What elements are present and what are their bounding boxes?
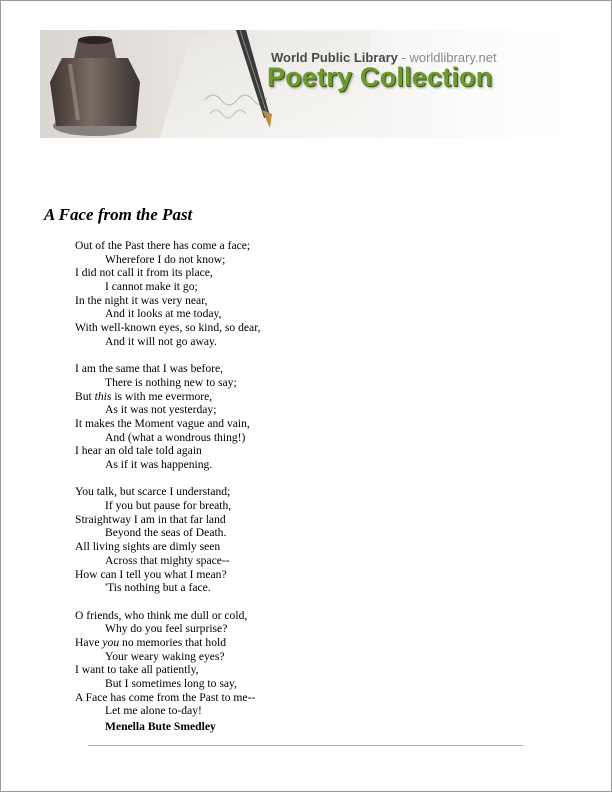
- poem-line-text: I did not call it from its place,: [75, 266, 213, 280]
- poem-line: [75, 239, 535, 253]
- poem-line-text: It makes the Moment vague and vain,: [75, 416, 250, 430]
- poem-line: [75, 403, 535, 417]
- poem-line: [75, 294, 535, 308]
- poem-line-text: Why do you feel surprise?: [105, 622, 228, 636]
- poem-line-text: A Face has come from the Past to me--: [75, 690, 256, 704]
- poem-line-text: How can I tell you what I mean?: [75, 567, 227, 581]
- poem-line-text: Across that mighty space--: [105, 553, 230, 567]
- poem-line: [75, 513, 535, 527]
- poem-line-text: I hear an old tale told again: [75, 444, 202, 458]
- poem-line-text: Your weary waking eyes?: [105, 649, 225, 663]
- poem-line: [75, 568, 535, 582]
- poem-body: [75, 239, 535, 718]
- poem-line: [75, 335, 535, 349]
- poem-line-text: And it looks at me today,: [105, 307, 222, 321]
- poem-line-text: You talk, but scarce I understand;: [75, 485, 231, 499]
- poem-line: [75, 362, 535, 376]
- library-separator: -: [397, 50, 410, 65]
- poem-line: [75, 691, 535, 705]
- poem-line: [75, 650, 535, 664]
- poem-line-text: With well-known eyes, so kind, so dear,: [75, 321, 261, 335]
- collection-title: Poetry Collection: [267, 62, 493, 92]
- poem-line: [75, 390, 535, 404]
- poem-line: [75, 677, 535, 691]
- poem-line: [75, 321, 535, 335]
- poem-line-text: If you but pause for breath,: [105, 499, 232, 513]
- poem-line: [75, 622, 535, 636]
- library-name: World Public Library: [271, 50, 398, 65]
- library-url: worldlibrary.net: [409, 50, 497, 65]
- poem-line-text: There is nothing new to say;: [105, 375, 237, 389]
- poem-title: A Face from the Past: [44, 205, 193, 224]
- poem-line: [75, 526, 535, 540]
- poem-line: [75, 499, 535, 513]
- poem-line-text: Beyond the seas of Death.: [105, 526, 227, 540]
- poem-line: [75, 417, 535, 431]
- poem-author: Menella Bute Smedley: [105, 720, 216, 733]
- poem-line-text: I cannot make it go;: [105, 280, 198, 294]
- poem-line-text: is with me evermore,: [111, 389, 213, 403]
- stanza-break: [75, 595, 535, 609]
- poem-line-text: In the night it was very near,: [75, 293, 208, 307]
- poem-line-text: As if it was happening.: [105, 458, 213, 471]
- footer-divider: [88, 745, 523, 746]
- poem-line-text: And (what a wondrous thing!): [105, 430, 246, 444]
- poem-line-text: All living sights are dimly seen: [75, 540, 221, 554]
- poem-line: [75, 581, 535, 595]
- poem-line: [75, 431, 535, 445]
- poem-line: [75, 307, 535, 321]
- poem-line: [75, 704, 535, 718]
- poem-line-text: I want to take all patiently,: [75, 663, 199, 677]
- poem-line: [75, 280, 535, 294]
- poem-line-text: Wherefore I do not know;: [105, 252, 226, 266]
- poem-line-text: But: [75, 389, 95, 403]
- poem-line-text: Let me alone to-day!: [105, 704, 202, 718]
- poem-line-text: Have: [75, 635, 103, 649]
- poem-line-text: no memories that hold: [119, 635, 227, 649]
- poem-line-text: 'Tis nothing but a face.: [105, 581, 211, 595]
- poem-line-text: Straightway I am in that far land: [75, 512, 226, 526]
- poem-line: [75, 485, 535, 499]
- poem-line-text: As it was not yesterday;: [105, 403, 217, 417]
- poem-line: [75, 376, 535, 390]
- header-banner: [40, 30, 570, 138]
- poem-line-emphasis: you: [102, 635, 120, 649]
- poem-line-text: And it will not go away.: [105, 334, 217, 348]
- poem-line-text: I am the same that I was before,: [75, 362, 224, 376]
- poem-line-emphasis: this: [94, 389, 112, 403]
- poem-line: [75, 266, 535, 280]
- poem-line-text: O friends, who think me dull or cold,: [75, 608, 248, 622]
- poem-line-text: But I sometimes long to say,: [105, 677, 237, 690]
- poem-line: [75, 253, 535, 267]
- poem-line: [75, 540, 535, 554]
- stanza-break: [75, 349, 535, 363]
- poem-line: [75, 636, 535, 650]
- poem-line: [75, 444, 535, 458]
- poem-line: [75, 609, 535, 623]
- inkwell-icon: [50, 58, 140, 126]
- poem-line: [75, 663, 535, 677]
- poem-line: [75, 458, 535, 472]
- stanza-break: [75, 472, 535, 486]
- poem-line: [75, 554, 535, 568]
- poem-line-text: Out of the Past there has come a face;: [75, 239, 251, 252]
